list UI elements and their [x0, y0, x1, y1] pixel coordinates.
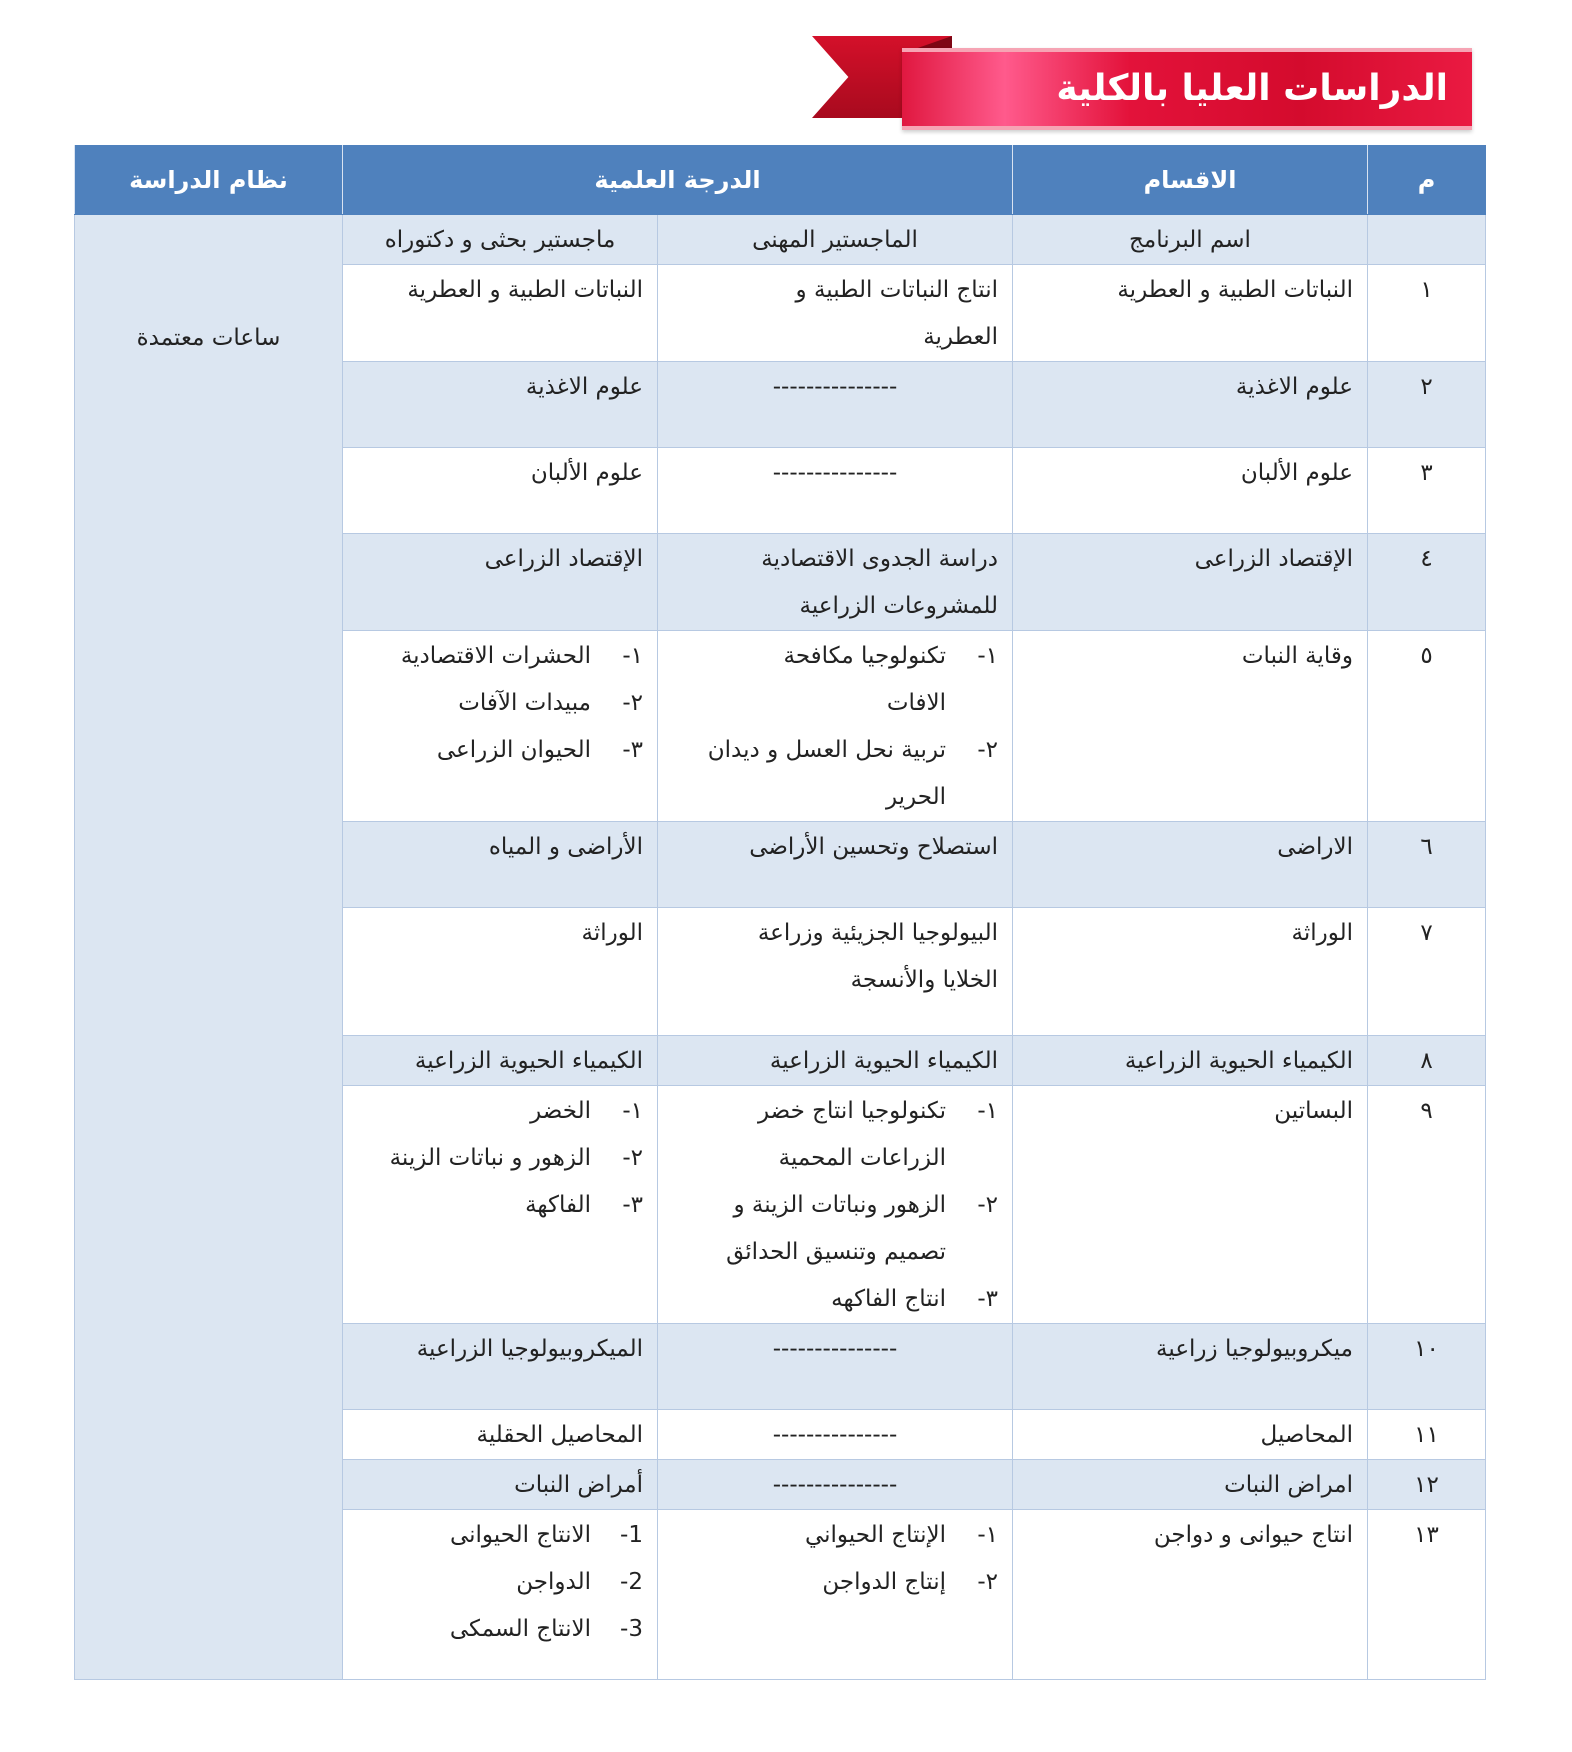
row-number: ٤: [1368, 534, 1486, 631]
research-line: علوم الاغذية: [525, 374, 643, 400]
research-masters-cell: [343, 534, 658, 631]
research-list-number: ٢-: [622, 1145, 643, 1171]
research-line: علوم الألبان: [530, 460, 643, 486]
department-cell: النباتات الطبية و العطرية: [1013, 265, 1368, 362]
department-cell: البساتين: [1013, 1086, 1368, 1324]
research-list-text: مبيدات الآفات: [458, 690, 591, 716]
professional-list-text: تربية نحل العسل و ديدان: [707, 737, 946, 763]
professional-masters-cell: [658, 822, 1013, 908]
professional-masters-cell: [658, 362, 1013, 448]
research-list-number: ١-: [622, 643, 643, 669]
professional-list-text: الافات: [886, 690, 946, 716]
professional-line: ---------------: [772, 1336, 898, 1362]
professional-masters-cell: [658, 1460, 1013, 1510]
research-line: المحاصيل الحقلية: [476, 1422, 643, 1448]
professional-list-item: [672, 774, 998, 821]
professional-masters-cell: [658, 1036, 1013, 1086]
row-number: ١٠: [1368, 1324, 1486, 1410]
research-list-number: 3-: [620, 1616, 643, 1642]
research-list-number: ٣-: [622, 1192, 643, 1218]
research-list-item: [357, 1088, 643, 1135]
research-masters-cell: [343, 908, 658, 1036]
professional-list-number: [946, 774, 998, 821]
research-list-text: الدواجن: [516, 1569, 591, 1595]
professional-list-item: [672, 1182, 998, 1229]
research-masters-cell: [343, 631, 658, 822]
study-system-label: ساعات معتمدة: [136, 325, 281, 351]
row-number: ٩: [1368, 1086, 1486, 1324]
research-list-item: [357, 1135, 643, 1182]
research-list-item: [357, 680, 643, 727]
subheader-professional-masters: الماجستير المهنى: [658, 215, 1013, 265]
professional-line: ---------------: [772, 374, 898, 400]
research-line: أمراض النبات: [514, 1472, 643, 1498]
research-list-item: [357, 1559, 643, 1606]
professional-masters-cell: [658, 1324, 1013, 1410]
professional-masters-cell: [658, 1086, 1013, 1324]
professional-masters-cell: [658, 631, 1013, 822]
professional-line: البيولوجيا الجزيئية وزراعة: [757, 920, 998, 946]
professional-list-item: [672, 680, 998, 727]
research-line: الأراضى و المياه: [488, 834, 643, 860]
row-number: ٣: [1368, 448, 1486, 534]
row-number: ٧: [1368, 908, 1486, 1036]
research-list-text: الفاكهة: [525, 1192, 591, 1218]
research-masters-cell: [343, 1410, 658, 1460]
professional-list-text: انتاج الفاكهه: [831, 1286, 946, 1312]
professional-list-number: ٣-: [977, 1286, 998, 1312]
professional-list-number: ١-: [977, 1522, 998, 1548]
professional-line: ---------------: [772, 1422, 898, 1448]
professional-list-number: ٢-: [977, 1192, 998, 1218]
professional-list-text: تكنولوجيا مكافحة: [783, 643, 946, 669]
professional-line: ---------------: [772, 1472, 898, 1498]
professional-line: الخلايا والأنسجة: [850, 967, 998, 993]
row-number: ١: [1368, 265, 1486, 362]
department-cell: علوم الاغذية: [1013, 362, 1368, 448]
research-list-item: [357, 1182, 643, 1229]
research-masters-cell: [343, 1460, 658, 1510]
row-number: ٥: [1368, 631, 1486, 822]
research-line: الكيمياء الحيوية الزراعية: [414, 1048, 643, 1074]
professional-list-item: [672, 1229, 998, 1276]
research-list-text: الانتاج الحيوانى: [449, 1522, 591, 1548]
professional-list-item: [672, 1276, 998, 1323]
research-list-number: ٢-: [622, 690, 643, 716]
professional-list-number: ٢-: [977, 1569, 998, 1595]
research-list-item: [357, 1512, 643, 1559]
header-num: م: [1368, 146, 1486, 215]
department-cell: علوم الألبان: [1013, 448, 1368, 534]
department-cell: انتاج حيوانى و دواجن: [1013, 1510, 1368, 1680]
professional-list-text: الزهور ونباتات الزينة و: [733, 1192, 946, 1218]
research-masters-cell: [343, 362, 658, 448]
research-list-item: [357, 633, 643, 680]
professional-line: للمشروعات الزراعية: [799, 593, 998, 619]
professional-masters-cell: [658, 1510, 1013, 1680]
research-list-number: 1-: [620, 1522, 643, 1548]
department-cell: وقاية النبات: [1013, 631, 1368, 822]
research-masters-cell: [343, 822, 658, 908]
professional-list-item: [672, 727, 998, 774]
research-list-item: [357, 1606, 643, 1653]
professional-list-item: [672, 1088, 998, 1135]
subheader-program-name: اسم البرنامج: [1013, 215, 1368, 265]
professional-list-text: الزراعات المحمية: [778, 1145, 946, 1171]
professional-masters-cell: [658, 1410, 1013, 1460]
row-number: ٨: [1368, 1036, 1486, 1086]
professional-list-number: [946, 1135, 998, 1182]
research-line: النباتات الطبية و العطرية: [407, 277, 643, 303]
department-cell: امراض النبات: [1013, 1460, 1368, 1510]
department-cell: الاراضى: [1013, 822, 1368, 908]
professional-list-item: [672, 1559, 998, 1606]
professional-list-text: إنتاج الدواجن: [822, 1569, 946, 1595]
header-departments: الاقسام: [1013, 146, 1368, 215]
professional-list-number: [946, 1229, 998, 1276]
department-cell: الوراثة: [1013, 908, 1368, 1036]
professional-list-number: ١-: [977, 643, 998, 669]
research-masters-cell: [343, 448, 658, 534]
professional-masters-cell: [658, 908, 1013, 1036]
professional-list-item: [672, 1512, 998, 1559]
subheader-row: [75, 215, 1486, 265]
professional-list-text: الإنتاج الحيواني: [804, 1522, 946, 1548]
research-list-number: ٣-: [622, 737, 643, 763]
professional-list-text: تصميم وتنسيق الحدائق: [726, 1239, 946, 1265]
professional-masters-cell: [658, 534, 1013, 631]
research-masters-cell: [343, 1036, 658, 1086]
row-number: ١١: [1368, 1410, 1486, 1460]
department-cell: الإقتصاد الزراعى: [1013, 534, 1368, 631]
research-list-number: 2-: [620, 1569, 643, 1595]
professional-line: الكيمياء الحيوية الزراعية: [769, 1048, 998, 1074]
professional-line: ---------------: [772, 460, 898, 486]
row-number: ١٢: [1368, 1460, 1486, 1510]
research-list-text: الخضر: [530, 1098, 591, 1124]
subheader-research-masters: ماجستير بحثى و دكتوراه: [343, 215, 658, 265]
professional-line: العطرية: [923, 324, 998, 350]
research-line: الوراثة: [581, 920, 643, 946]
study-system-cell: [75, 215, 343, 1680]
row-number: ٢: [1368, 362, 1486, 448]
research-list-number: ١-: [622, 1098, 643, 1124]
professional-masters-cell: [658, 448, 1013, 534]
table-header-row: [75, 146, 1486, 215]
department-cell: المحاصيل: [1013, 1410, 1368, 1460]
header-degree: الدرجة العلمية: [343, 146, 1013, 215]
research-masters-cell: [343, 265, 658, 362]
ribbon-body: [902, 48, 1472, 130]
header-study-system: نظام الدراسة: [75, 146, 343, 215]
research-masters-cell: [343, 1086, 658, 1324]
professional-line: انتاج النباتات الطبية و: [795, 277, 998, 303]
research-masters-cell: [343, 1510, 658, 1680]
professional-masters-cell: [658, 265, 1013, 362]
professional-list-number: ١-: [977, 1098, 998, 1124]
research-masters-cell: [343, 1324, 658, 1410]
postgraduate-table: [74, 145, 1486, 1680]
professional-list-text: الحرير: [885, 784, 946, 810]
row-number: ٦: [1368, 822, 1486, 908]
professional-list-number: [946, 680, 998, 727]
research-list-text: الزهور و نباتات الزينة: [389, 1145, 591, 1171]
professional-list-number: ٢-: [977, 737, 998, 763]
research-list-text: الحيوان الزراعى: [436, 737, 591, 763]
row-number: ١٣: [1368, 1510, 1486, 1680]
research-list-text: الحشرات الاقتصادية: [400, 643, 591, 669]
professional-line: دراسة الجدوى الاقتصادية: [761, 546, 998, 572]
research-line: الإقتصاد الزراعى: [484, 546, 643, 572]
department-cell: الكيمياء الحيوية الزراعية: [1013, 1036, 1368, 1086]
page-title: الدراسات العليا بالكلية: [1056, 68, 1448, 109]
research-list-text: الانتاج السمكى: [449, 1616, 591, 1642]
research-list-item: [357, 727, 643, 774]
subheader-num: [1368, 215, 1486, 265]
professional-line: استصلاح وتحسين الأراضى: [749, 834, 998, 860]
professional-list-item: [672, 1135, 998, 1182]
research-line: الميكروبيولوجيا الزراعية: [416, 1336, 643, 1362]
professional-list-text: تكنولوجيا انتاج خضر: [757, 1098, 946, 1124]
department-cell: ميكروبيولوجيا زراعية: [1013, 1324, 1368, 1410]
title-banner: [812, 32, 1472, 140]
professional-list-item: [672, 633, 998, 680]
